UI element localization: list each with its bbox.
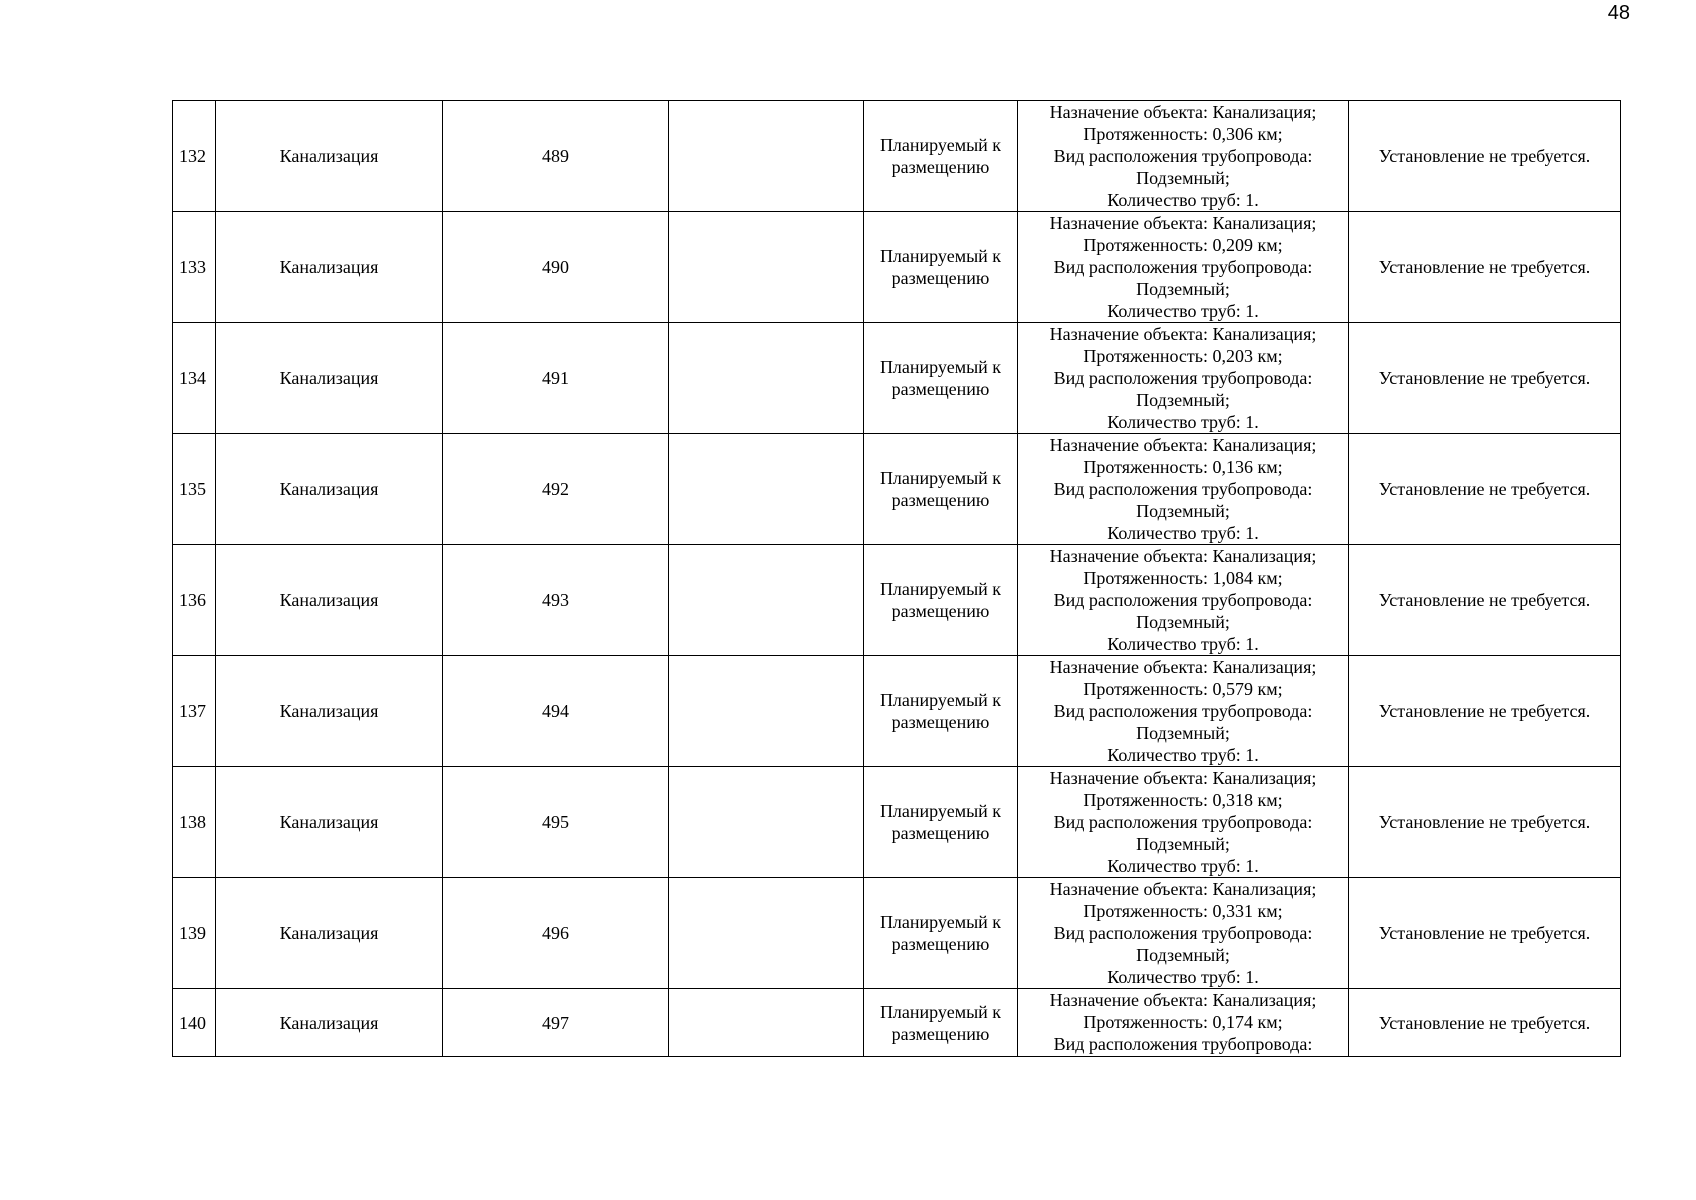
description-cell [1018,545,1349,656]
status-line: размещению [891,712,990,732]
table-row [173,212,1621,323]
status-line: Планируемый к [879,246,1002,266]
table-row [173,323,1621,434]
description-line: Протяженность: 0,579 км; [1083,679,1283,699]
table-row [173,989,1621,1057]
description-line: Протяженность: 0,203 км; [1083,346,1283,366]
description-line: Вид расположения трубопровода: [1053,368,1313,388]
status-line: Планируемый к [879,468,1002,488]
status-cell [864,656,1018,767]
description-line: Назначение объекта: Канализация; [1049,657,1317,677]
status-line: Планируемый к [879,1001,1002,1022]
description-line: Количество труб: 1. [1107,412,1259,432]
description-line: Назначение объекта: Канализация; [1049,990,1317,1010]
empty-cell [669,767,864,878]
description-line: Количество труб: 1. [1107,856,1259,876]
status-line: размещению [891,157,990,177]
description-cell [1018,878,1349,989]
status-line: размещению [891,1023,990,1044]
status-cell [864,323,1018,434]
table-row [173,767,1621,878]
protection-zone-cell: Установление не требуется. [1349,101,1621,212]
row-number-cell: 136 [173,545,216,656]
empty-cell [669,434,864,545]
description-line: Подземный; [1136,612,1230,632]
description-line: Подземный; [1136,945,1230,965]
object-id-cell: 492 [443,434,669,545]
description-line: Вид расположения трубопровода: [1053,257,1313,277]
description-line: Протяженность: 0,209 км; [1083,235,1283,255]
description-line: Назначение объекта: Канализация; [1049,768,1317,788]
object-name-cell: Канализация [216,434,443,545]
description-line: Подземный; [1136,390,1230,410]
table-row [173,434,1621,545]
empty-cell [669,545,864,656]
status-line: размещению [891,379,990,399]
empty-cell [669,101,864,212]
description-line: Количество труб: 1. [1107,301,1259,321]
description-line: Подземный; [1136,501,1230,521]
table-body [173,101,1621,1057]
status-line: размещению [891,490,990,510]
description-line: Протяженность: 1,084 км; [1083,568,1283,588]
object-id-cell: 497 [443,989,669,1057]
description-cell [1018,101,1349,212]
row-number-cell: 133 [173,212,216,323]
description-cell [1018,656,1349,767]
table-row [173,656,1621,767]
object-name-cell: Канализация [216,656,443,767]
protection-zone-cell: Установление не требуется. [1349,989,1621,1057]
status-cell [864,545,1018,656]
object-name-cell: Канализация [216,767,443,878]
empty-cell [669,323,864,434]
row-number-cell: 137 [173,656,216,767]
row-number-cell: 134 [173,323,216,434]
description-line: Протяженность: 0,306 км; [1083,124,1283,144]
object-id-cell: 491 [443,323,669,434]
description-line: Протяженность: 0,318 км; [1083,790,1283,810]
description-cell [1018,323,1349,434]
description-line: Количество труб: 1. [1107,745,1259,765]
description-line: Подземный; [1136,723,1230,743]
status-cell [864,434,1018,545]
row-number-cell: 135 [173,434,216,545]
status-line: Планируемый к [879,912,1002,932]
status-line: размещению [891,934,990,954]
description-line: Назначение объекта: Канализация; [1049,879,1317,899]
object-id-cell: 495 [443,767,669,878]
description-line: Протяженность: 0,331 км; [1083,901,1283,921]
empty-cell [669,989,864,1057]
description-line: Назначение объекта: Канализация; [1049,213,1317,233]
object-name-cell: Канализация [216,545,443,656]
empty-cell [669,212,864,323]
protection-zone-cell: Установление не требуется. [1349,545,1621,656]
status-cell [864,767,1018,878]
page-number: 48 [1607,2,1630,24]
status-cell [864,989,1018,1057]
description-line: Подземный; [1136,279,1230,299]
description-cell [1018,989,1349,1057]
object-name-cell: Канализация [216,101,443,212]
description-line: Назначение объекта: Канализация; [1049,324,1317,344]
status-line: размещению [891,601,990,621]
object-id-cell: 489 [443,101,669,212]
description-line: Количество труб: 1. [1107,190,1259,210]
object-name-cell: Канализация [216,878,443,989]
row-number-cell: 140 [173,989,216,1057]
description-line: Протяженность: 0,174 км; [1083,1012,1283,1032]
row-number-cell: 132 [173,101,216,212]
object-name-cell: Канализация [216,212,443,323]
description-line: Вид расположения трубопровода: [1053,923,1313,943]
description-line: Вид расположения трубопровода: [1053,479,1313,499]
description-line: Количество труб: 1. [1107,634,1259,654]
status-line: Планируемый к [879,357,1002,377]
description-line: Количество труб: 1. [1107,967,1259,987]
table-row [173,545,1621,656]
description-line: Подземный; [1136,834,1230,854]
description-cell [1018,212,1349,323]
protection-zone-cell: Установление не требуется. [1349,878,1621,989]
object-id-cell: 494 [443,656,669,767]
description-line: Вид расположения трубопровода: [1053,146,1313,166]
description-line: Вид расположения трубопровода: [1053,1034,1313,1054]
table-row [173,101,1621,212]
description-line: Назначение объекта: Канализация; [1049,435,1317,455]
row-number-cell: 138 [173,767,216,878]
protection-zone-cell: Установление не требуется. [1349,323,1621,434]
object-id-cell: 493 [443,545,669,656]
description-line: Назначение объекта: Канализация; [1049,102,1317,122]
description-line: Подземный; [1136,168,1230,188]
status-line: Планируемый к [879,135,1002,155]
status-cell [864,212,1018,323]
registry-table [172,100,1621,1057]
status-line: размещению [891,268,990,288]
object-name-cell: Канализация [216,323,443,434]
description-line: Вид расположения трубопровода: [1053,812,1313,832]
status-cell [864,101,1018,212]
status-line: Планируемый к [879,579,1002,599]
protection-zone-cell: Установление не требуется. [1349,767,1621,878]
table-row [173,878,1621,989]
protection-zone-cell: Установление не требуется. [1349,656,1621,767]
protection-zone-cell: Установление не требуется. [1349,212,1621,323]
description-cell [1018,767,1349,878]
description-line: Вид расположения трубопровода: [1053,590,1313,610]
row-number-cell: 139 [173,878,216,989]
object-name-cell: Канализация [216,989,443,1057]
status-cell [864,878,1018,989]
description-line: Вид расположения трубопровода: [1053,701,1313,721]
description-line: Количество труб: 1. [1107,523,1259,543]
description-cell [1018,434,1349,545]
object-id-cell: 490 [443,212,669,323]
empty-cell [669,656,864,767]
protection-zone-cell: Установление не требуется. [1349,434,1621,545]
status-line: размещению [891,823,990,843]
description-line: Назначение объекта: Канализация; [1049,546,1317,566]
object-id-cell: 496 [443,878,669,989]
empty-cell [669,878,864,989]
description-line: Протяженность: 0,136 км; [1083,457,1283,477]
status-line: Планируемый к [879,690,1002,710]
status-line: Планируемый к [879,801,1002,821]
